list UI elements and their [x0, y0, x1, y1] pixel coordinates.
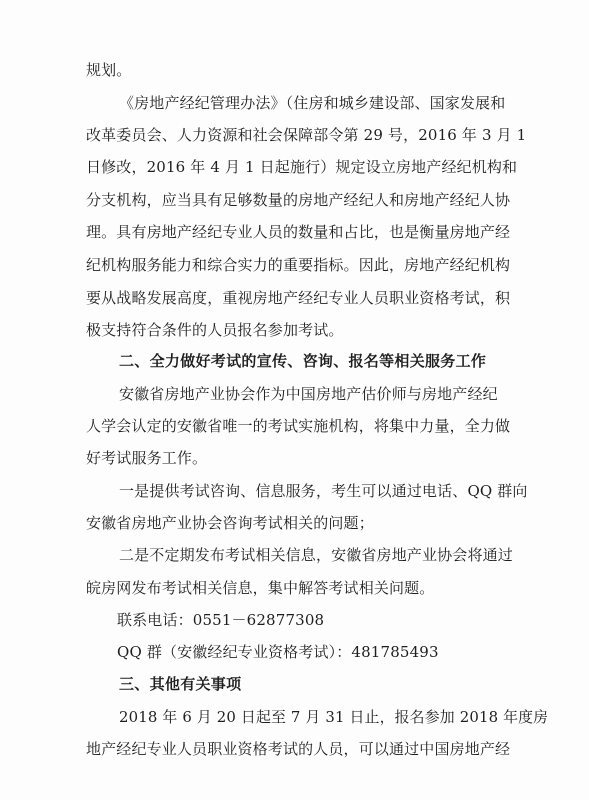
- body-text-line: 分支机构，应当具有足够数量的房地产经纪人和房地产经纪人协: [86, 191, 511, 209]
- body-text-line: 理。具有房地产经纪专业人员的数量和占比，也是衡量房地产经: [86, 223, 511, 241]
- section-heading: 二、全力做好考试的宣传、咨询、报名等相关服务工作: [119, 352, 487, 370]
- body-text-line: 一是提供考试咨询、信息服务，考生可以通过电话、QQ 群向: [119, 482, 528, 500]
- body-text-line: 极支持符合条件的人员报名参加考试。: [86, 321, 344, 339]
- body-text-line: 改革委员会、人力资源和社会保障部令第 29 号，2016 年 3 月 1: [86, 126, 527, 144]
- body-text-line: 要从战略发展高度，重视房地产经纪专业人员职业资格考试，积: [86, 289, 511, 307]
- body-text-line: 规划。: [86, 61, 132, 79]
- body-text-line: 安徽省房地产业协会作为中国房地产估价师与房地产经纪: [119, 385, 498, 403]
- body-text-line: 地产经纪专业人员职业资格考试的人员，可以通过中国房地产经: [86, 740, 511, 758]
- body-text-line: 《房地产经纪管理办法》（住房和城乡建设部、国家发展和: [119, 94, 506, 112]
- contact-qq-group: QQ 群（安徽经纪专业资格考试）：481785493: [117, 643, 439, 661]
- body-text-line: 安徽省房地产业协会咨询考试相关的问题；: [86, 514, 374, 532]
- body-text-line: 二是不定期发布考试相关信息，安徽省房地产业协会将通过: [119, 546, 513, 564]
- body-text-line: 人学会认定的安徽省唯一的考试实施机构，将集中力量，全力做: [86, 417, 511, 435]
- body-text-line: 2018 年 6 月 20 日起至 7 月 31 日止，报名参加 2018 年度房: [119, 708, 549, 726]
- contact-phone: 联系电话：0551－62877308: [117, 611, 325, 629]
- body-text-line: 皖房网发布考试相关信息，集中解答考试相关问题。: [86, 579, 435, 597]
- body-text-line: 好考试服务工作。: [86, 449, 208, 467]
- body-text-line: 纪机构服务能力和综合实力的重要指标。因此，房地产经纪机构: [86, 256, 511, 274]
- section-heading: 三、其他有关事项: [119, 675, 242, 693]
- body-text-line: 日修改，2016 年 4 月 1 日起施行）规定设立房地产经纪机构和: [86, 158, 518, 176]
